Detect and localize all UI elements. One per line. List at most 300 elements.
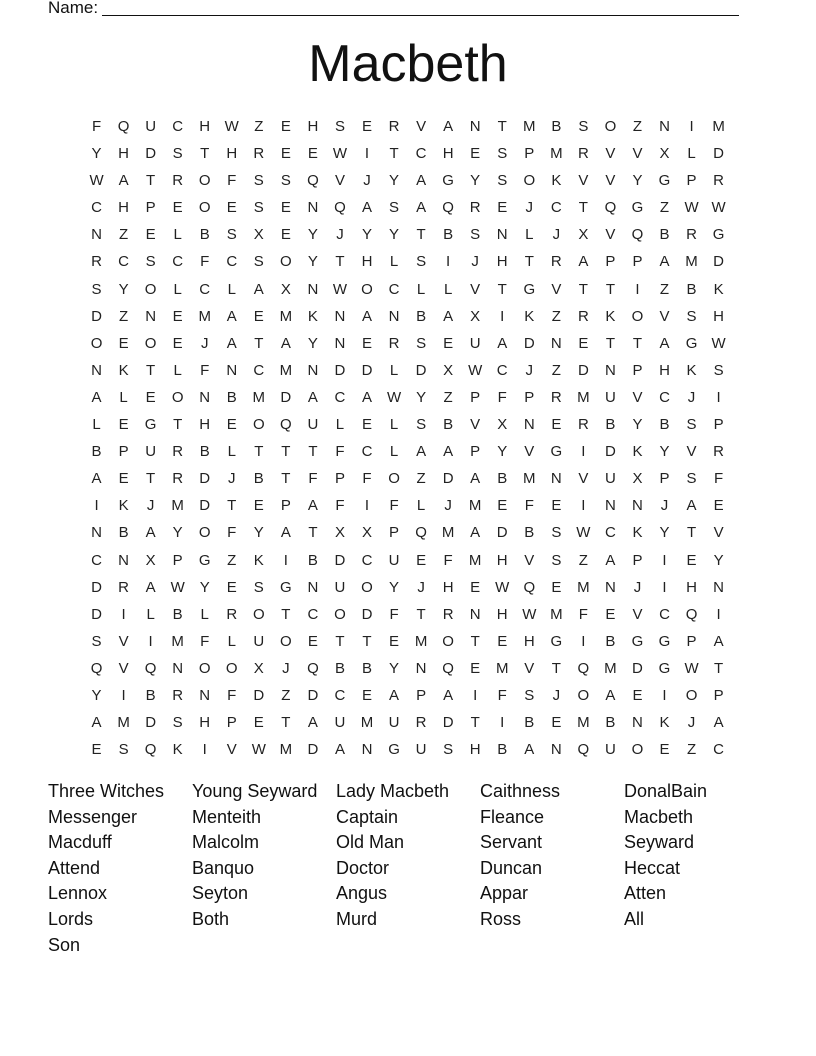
grid-letter[interactable]: I: [662, 686, 667, 704]
grid-letter[interactable]: C: [550, 199, 562, 217]
grid-letter[interactable]: Q: [577, 659, 590, 677]
grid-letter[interactable]: Z: [416, 470, 426, 488]
grid-letter[interactable]: T: [173, 416, 183, 434]
grid-letter[interactable]: T: [470, 714, 480, 732]
grid-letter[interactable]: E: [118, 470, 129, 488]
grid-letter[interactable]: N: [659, 118, 670, 135]
grid-letter[interactable]: T: [524, 253, 534, 271]
grid-letter[interactable]: B: [497, 741, 508, 759]
grid-letter[interactable]: L: [443, 280, 453, 298]
grid-letter[interactable]: F: [227, 686, 237, 704]
grid-letter[interactable]: C: [659, 388, 670, 406]
grid-letter[interactable]: V: [118, 659, 129, 677]
grid-letter[interactable]: W: [251, 741, 266, 759]
grid-letter[interactable]: Z: [578, 551, 588, 569]
grid-letter[interactable]: D: [145, 714, 157, 732]
grid-letter[interactable]: U: [307, 416, 319, 434]
grid-letter[interactable]: O: [388, 470, 400, 488]
grid-letter[interactable]: R: [388, 334, 400, 352]
grid-letter[interactable]: Y: [253, 524, 264, 542]
grid-letter[interactable]: W: [468, 361, 483, 379]
grid-letter[interactable]: S: [497, 145, 508, 163]
grid-letter[interactable]: F: [200, 361, 210, 379]
grid-letter[interactable]: V: [632, 605, 643, 623]
grid-letter[interactable]: E: [118, 416, 129, 434]
grid-letter[interactable]: E: [145, 388, 156, 406]
grid-letter[interactable]: L: [687, 145, 696, 163]
grid-letter[interactable]: J: [525, 199, 534, 217]
grid-letter[interactable]: Q: [117, 118, 130, 135]
grid-letter[interactable]: L: [173, 226, 182, 244]
grid-letter[interactable]: J: [228, 470, 236, 488]
grid-letter[interactable]: S: [145, 253, 156, 271]
grid-letter[interactable]: R: [172, 470, 184, 488]
grid-letter[interactable]: S: [226, 226, 237, 244]
grid-letter[interactable]: I: [500, 307, 505, 325]
grid-letter[interactable]: Y: [659, 524, 670, 542]
grid-letter[interactable]: S: [686, 307, 697, 325]
grid-letter[interactable]: C: [199, 280, 211, 298]
grid-letter[interactable]: A: [91, 388, 102, 406]
grid-letter[interactable]: E: [497, 497, 508, 515]
grid-letter[interactable]: T: [146, 361, 156, 379]
grid-letter[interactable]: X: [578, 226, 589, 244]
grid-letter[interactable]: E: [686, 551, 697, 569]
grid-letter[interactable]: H: [523, 632, 535, 650]
grid-letter[interactable]: Z: [659, 280, 670, 298]
grid-letter[interactable]: D: [713, 145, 725, 163]
grid-letter[interactable]: O: [225, 659, 238, 677]
grid-letter[interactable]: O: [361, 578, 373, 596]
grid-letter[interactable]: R: [577, 145, 589, 163]
grid-letter[interactable]: S: [253, 172, 264, 190]
grid-letter[interactable]: Y: [91, 686, 102, 704]
grid-letter[interactable]: V: [713, 524, 724, 542]
grid-letter[interactable]: D: [91, 307, 102, 325]
grid-letter[interactable]: T: [308, 443, 318, 461]
word-search-grid[interactable]: [83, 113, 732, 763]
grid-letter[interactable]: E: [713, 497, 724, 515]
grid-letter[interactable]: L: [416, 280, 426, 298]
grid-letter[interactable]: A: [443, 307, 454, 325]
grid-letter[interactable]: T: [686, 524, 697, 542]
grid-letter[interactable]: S: [172, 145, 183, 163]
grid-letter[interactable]: E: [253, 307, 264, 325]
name-underline[interactable]: [102, 1, 739, 16]
grid-letter[interactable]: R: [550, 253, 562, 271]
grid-letter[interactable]: W: [495, 578, 510, 596]
grid-letter[interactable]: Q: [307, 659, 319, 677]
grid-letter[interactable]: E: [280, 118, 291, 135]
grid-letter[interactable]: Z: [118, 307, 129, 325]
grid-letter[interactable]: E: [551, 416, 562, 434]
grid-letter[interactable]: O: [144, 280, 157, 298]
grid-letter[interactable]: O: [361, 280, 373, 298]
grid-letter[interactable]: A: [226, 307, 237, 325]
grid-letter[interactable]: H: [118, 199, 129, 217]
grid-letter[interactable]: T: [146, 470, 156, 488]
grid-letter[interactable]: U: [469, 334, 481, 352]
grid-letter[interactable]: R: [172, 172, 184, 190]
grid-letter[interactable]: A: [443, 443, 454, 461]
grid-letter[interactable]: U: [145, 443, 157, 461]
grid-letter[interactable]: A: [145, 578, 156, 596]
grid-letter[interactable]: Q: [144, 659, 157, 677]
grid-letter[interactable]: M: [279, 361, 293, 379]
grid-letter[interactable]: L: [200, 605, 209, 623]
grid-letter[interactable]: W: [711, 334, 726, 352]
grid-letter[interactable]: I: [662, 578, 667, 596]
grid-letter[interactable]: X: [632, 470, 643, 488]
grid-letter[interactable]: H: [307, 118, 319, 135]
grid-letter[interactable]: N: [118, 551, 129, 569]
grid-letter[interactable]: V: [524, 659, 535, 677]
grid-letter[interactable]: L: [146, 605, 155, 623]
grid-letter[interactable]: N: [550, 470, 562, 488]
grid-letter[interactable]: P: [524, 388, 535, 406]
grid-letter[interactable]: W: [522, 605, 537, 623]
grid-letter[interactable]: N: [307, 199, 319, 217]
grid-letter[interactable]: J: [282, 659, 290, 677]
grid-letter[interactable]: G: [550, 443, 563, 461]
grid-letter[interactable]: O: [90, 334, 103, 352]
grid-letter[interactable]: A: [145, 524, 156, 542]
grid-letter[interactable]: A: [361, 199, 372, 217]
grid-letter[interactable]: N: [550, 741, 562, 759]
grid-letter[interactable]: C: [226, 253, 238, 271]
grid-letter[interactable]: X: [253, 659, 264, 677]
grid-letter[interactable]: Z: [281, 686, 291, 704]
grid-letter[interactable]: L: [335, 416, 345, 434]
grid-letter[interactable]: Q: [523, 578, 536, 596]
grid-letter[interactable]: D: [604, 443, 616, 461]
grid-letter[interactable]: C: [713, 741, 725, 759]
grid-letter[interactable]: P: [632, 253, 643, 271]
grid-letter[interactable]: O: [280, 632, 292, 650]
grid-letter[interactable]: T: [389, 145, 399, 163]
grid-letter[interactable]: I: [635, 280, 640, 298]
grid-letter[interactable]: J: [552, 226, 561, 244]
grid-letter[interactable]: T: [281, 470, 291, 488]
grid-letter[interactable]: S: [389, 199, 400, 217]
grid-letter[interactable]: B: [91, 443, 102, 461]
grid-letter[interactable]: E: [470, 145, 481, 163]
grid-letter[interactable]: H: [496, 605, 508, 623]
grid-letter[interactable]: K: [632, 524, 643, 542]
grid-letter[interactable]: T: [416, 226, 426, 244]
grid-letter[interactable]: N: [172, 659, 184, 677]
grid-letter[interactable]: M: [685, 253, 698, 271]
grid-letter[interactable]: A: [118, 172, 129, 190]
grid-letter[interactable]: M: [279, 307, 293, 325]
grid-letter[interactable]: E: [416, 551, 427, 569]
grid-letter[interactable]: E: [361, 686, 372, 704]
grid-letter[interactable]: V: [226, 741, 237, 759]
grid-letter[interactable]: T: [200, 145, 210, 163]
grid-letter[interactable]: T: [605, 280, 615, 298]
grid-letter[interactable]: C: [118, 253, 129, 271]
grid-letter[interactable]: S: [416, 416, 427, 434]
grid-letter[interactable]: M: [171, 497, 184, 515]
grid-letter[interactable]: D: [442, 470, 454, 488]
grid-letter[interactable]: G: [442, 172, 454, 190]
grid-letter[interactable]: O: [577, 686, 590, 704]
grid-letter[interactable]: V: [686, 443, 697, 461]
grid-letter[interactable]: T: [335, 253, 345, 271]
grid-letter[interactable]: S: [416, 334, 427, 352]
grid-letter[interactable]: W: [684, 199, 699, 217]
grid-letter[interactable]: M: [198, 307, 211, 325]
grid-letter[interactable]: N: [604, 497, 616, 515]
grid-letter[interactable]: A: [307, 388, 318, 406]
grid-letter[interactable]: M: [550, 145, 563, 163]
grid-letter[interactable]: Y: [389, 226, 400, 244]
grid-letter[interactable]: I: [716, 388, 721, 406]
grid-letter[interactable]: B: [551, 118, 562, 135]
grid-letter[interactable]: Y: [416, 388, 427, 406]
grid-letter[interactable]: D: [145, 145, 157, 163]
grid-letter[interactable]: L: [119, 388, 128, 406]
grid-letter[interactable]: A: [470, 524, 481, 542]
grid-letter[interactable]: C: [388, 280, 400, 298]
grid-letter[interactable]: J: [336, 226, 344, 244]
grid-letter[interactable]: M: [577, 578, 590, 596]
grid-letter[interactable]: S: [253, 199, 264, 217]
grid-letter[interactable]: P: [686, 632, 697, 650]
grid-letter[interactable]: T: [551, 659, 561, 677]
grid-letter[interactable]: A: [578, 253, 589, 271]
grid-letter[interactable]: X: [253, 226, 264, 244]
grid-letter[interactable]: P: [659, 470, 670, 488]
grid-letter[interactable]: T: [714, 659, 724, 677]
grid-letter[interactable]: K: [253, 551, 264, 569]
grid-letter[interactable]: A: [416, 172, 427, 190]
grid-letter[interactable]: C: [253, 361, 265, 379]
grid-letter[interactable]: I: [662, 551, 667, 569]
grid-letter[interactable]: I: [94, 497, 99, 515]
grid-letter[interactable]: R: [686, 226, 697, 244]
grid-letter[interactable]: S: [334, 118, 345, 135]
grid-letter[interactable]: J: [417, 578, 425, 596]
grid-letter[interactable]: Q: [442, 659, 454, 677]
grid-letter[interactable]: B: [118, 524, 129, 542]
grid-letter[interactable]: E: [578, 334, 589, 352]
grid-letter[interactable]: J: [525, 361, 534, 379]
grid-letter[interactable]: G: [658, 632, 671, 650]
grid-letter[interactable]: K: [605, 307, 616, 325]
grid-letter[interactable]: D: [280, 388, 292, 406]
grid-letter[interactable]: Y: [172, 524, 183, 542]
grid-letter[interactable]: A: [389, 686, 400, 704]
grid-letter[interactable]: T: [254, 334, 264, 352]
grid-letter[interactable]: A: [416, 443, 427, 461]
grid-letter[interactable]: P: [713, 416, 724, 434]
grid-letter[interactable]: P: [280, 497, 291, 515]
grid-letter[interactable]: G: [523, 280, 536, 298]
grid-letter[interactable]: R: [253, 145, 265, 163]
grid-letter[interactable]: M: [577, 714, 590, 732]
grid-letter[interactable]: T: [227, 497, 237, 515]
grid-letter[interactable]: S: [578, 118, 589, 135]
grid-letter[interactable]: J: [552, 686, 561, 704]
grid-letter[interactable]: O: [198, 524, 211, 542]
grid-letter[interactable]: U: [388, 714, 400, 732]
grid-letter[interactable]: S: [172, 714, 183, 732]
grid-letter[interactable]: N: [307, 280, 319, 298]
grid-letter[interactable]: F: [497, 686, 507, 704]
grid-letter[interactable]: O: [198, 659, 211, 677]
grid-letter[interactable]: T: [632, 334, 643, 352]
grid-letter[interactable]: S: [443, 741, 454, 759]
grid-letter[interactable]: A: [524, 741, 535, 759]
grid-letter[interactable]: A: [280, 334, 291, 352]
grid-letter[interactable]: P: [172, 551, 183, 569]
grid-letter[interactable]: A: [605, 686, 616, 704]
grid-letter[interactable]: E: [470, 659, 481, 677]
grid-letter[interactable]: L: [389, 361, 399, 379]
grid-letter[interactable]: B: [605, 714, 616, 732]
grid-letter[interactable]: V: [524, 443, 535, 461]
grid-letter[interactable]: K: [524, 307, 535, 325]
grid-letter[interactable]: S: [91, 280, 102, 298]
grid-letter[interactable]: D: [415, 361, 427, 379]
grid-letter[interactable]: U: [145, 118, 157, 135]
grid-letter[interactable]: E: [361, 118, 372, 135]
grid-letter[interactable]: Q: [442, 199, 454, 217]
grid-letter[interactable]: G: [631, 199, 644, 217]
grid-letter[interactable]: R: [713, 172, 725, 190]
grid-letter[interactable]: U: [604, 470, 616, 488]
grid-letter[interactable]: O: [523, 172, 536, 190]
grid-letter[interactable]: I: [364, 145, 370, 163]
grid-letter[interactable]: D: [253, 686, 265, 704]
grid-letter[interactable]: U: [604, 741, 616, 759]
grid-letter[interactable]: B: [524, 714, 535, 732]
grid-letter[interactable]: E: [172, 199, 183, 217]
grid-letter[interactable]: J: [200, 334, 209, 352]
grid-letter[interactable]: S: [524, 686, 535, 704]
grid-letter[interactable]: A: [443, 118, 454, 135]
grid-letter[interactable]: D: [334, 551, 346, 569]
grid-letter[interactable]: L: [389, 416, 399, 434]
grid-letter[interactable]: F: [443, 551, 453, 569]
grid-letter[interactable]: E: [497, 632, 508, 650]
grid-letter[interactable]: W: [332, 145, 348, 163]
grid-letter[interactable]: B: [443, 416, 454, 434]
grid-letter[interactable]: A: [91, 714, 102, 732]
grid-letter[interactable]: H: [361, 253, 373, 271]
grid-letter[interactable]: T: [335, 632, 345, 650]
grid-letter[interactable]: T: [470, 632, 480, 650]
grid-letter[interactable]: N: [334, 307, 346, 325]
grid-letter[interactable]: R: [577, 307, 589, 325]
grid-letter[interactable]: L: [416, 497, 426, 515]
grid-letter[interactable]: E: [226, 578, 237, 596]
grid-letter[interactable]: F: [714, 470, 724, 488]
grid-letter[interactable]: U: [415, 741, 427, 759]
grid-letter[interactable]: O: [198, 199, 211, 217]
grid-letter[interactable]: Z: [118, 226, 129, 244]
grid-letter[interactable]: Q: [280, 416, 292, 434]
grid-letter[interactable]: H: [469, 741, 481, 759]
grid-letter[interactable]: K: [659, 714, 670, 732]
grid-letter[interactable]: A: [280, 524, 291, 542]
grid-letter[interactable]: L: [389, 443, 399, 461]
grid-letter[interactable]: R: [550, 388, 562, 406]
grid-letter[interactable]: P: [632, 551, 643, 569]
grid-letter[interactable]: D: [91, 578, 102, 596]
grid-letter[interactable]: E: [280, 145, 291, 163]
grid-letter[interactable]: B: [226, 388, 237, 406]
grid-letter[interactable]: D: [442, 714, 454, 732]
grid-letter[interactable]: L: [173, 280, 182, 298]
grid-letter[interactable]: K: [172, 741, 183, 759]
grid-letter[interactable]: A: [497, 334, 508, 352]
grid-letter[interactable]: L: [92, 416, 101, 434]
grid-letter[interactable]: F: [335, 497, 345, 515]
grid-letter[interactable]: B: [253, 470, 264, 488]
grid-letter[interactable]: M: [171, 632, 184, 650]
grid-letter[interactable]: F: [227, 524, 237, 542]
grid-letter[interactable]: F: [497, 388, 507, 406]
grid-letter[interactable]: S: [470, 226, 481, 244]
grid-letter[interactable]: C: [172, 253, 184, 271]
grid-letter[interactable]: F: [91, 118, 102, 135]
grid-letter[interactable]: M: [414, 632, 428, 650]
grid-letter[interactable]: K: [551, 172, 562, 190]
grid-letter[interactable]: N: [469, 605, 481, 623]
grid-letter[interactable]: O: [252, 605, 265, 623]
grid-letter[interactable]: B: [361, 659, 372, 677]
grid-letter[interactable]: N: [91, 524, 102, 542]
grid-letter[interactable]: A: [361, 388, 372, 406]
grid-letter[interactable]: E: [118, 334, 129, 352]
grid-letter[interactable]: H: [118, 145, 129, 163]
grid-letter[interactable]: D: [632, 659, 643, 677]
grid-letter[interactable]: T: [578, 199, 588, 217]
grid-letter[interactable]: W: [576, 524, 591, 542]
grid-letter[interactable]: R: [469, 199, 481, 217]
grid-letter[interactable]: Y: [497, 443, 508, 461]
grid-letter[interactable]: S: [686, 470, 697, 488]
grid-letter[interactable]: M: [523, 470, 536, 488]
grid-letter[interactable]: P: [389, 524, 400, 542]
grid-letter[interactable]: M: [712, 118, 725, 135]
grid-letter[interactable]: T: [362, 632, 372, 650]
grid-letter[interactable]: N: [145, 307, 157, 325]
grid-letter[interactable]: H: [226, 145, 238, 163]
grid-letter[interactable]: O: [685, 686, 698, 704]
grid-letter[interactable]: A: [253, 280, 264, 298]
grid-letter[interactable]: C: [334, 686, 346, 704]
grid-letter[interactable]: E: [389, 632, 400, 650]
grid-letter[interactable]: D: [577, 361, 589, 379]
grid-letter[interactable]: N: [307, 361, 319, 379]
grid-letter[interactable]: P: [470, 443, 481, 461]
grid-letter[interactable]: N: [307, 578, 319, 596]
grid-letter[interactable]: Z: [551, 361, 561, 379]
grid-letter[interactable]: T: [578, 280, 588, 298]
grid-letter[interactable]: P: [118, 443, 129, 461]
grid-letter[interactable]: Y: [632, 172, 643, 190]
grid-letter[interactable]: J: [444, 497, 452, 515]
grid-letter[interactable]: B: [605, 632, 616, 650]
grid-letter[interactable]: S: [253, 578, 264, 596]
grid-letter[interactable]: N: [632, 497, 643, 515]
grid-letter[interactable]: Y: [307, 253, 318, 271]
grid-letter[interactable]: V: [632, 145, 643, 163]
grid-letter[interactable]: G: [658, 659, 671, 677]
